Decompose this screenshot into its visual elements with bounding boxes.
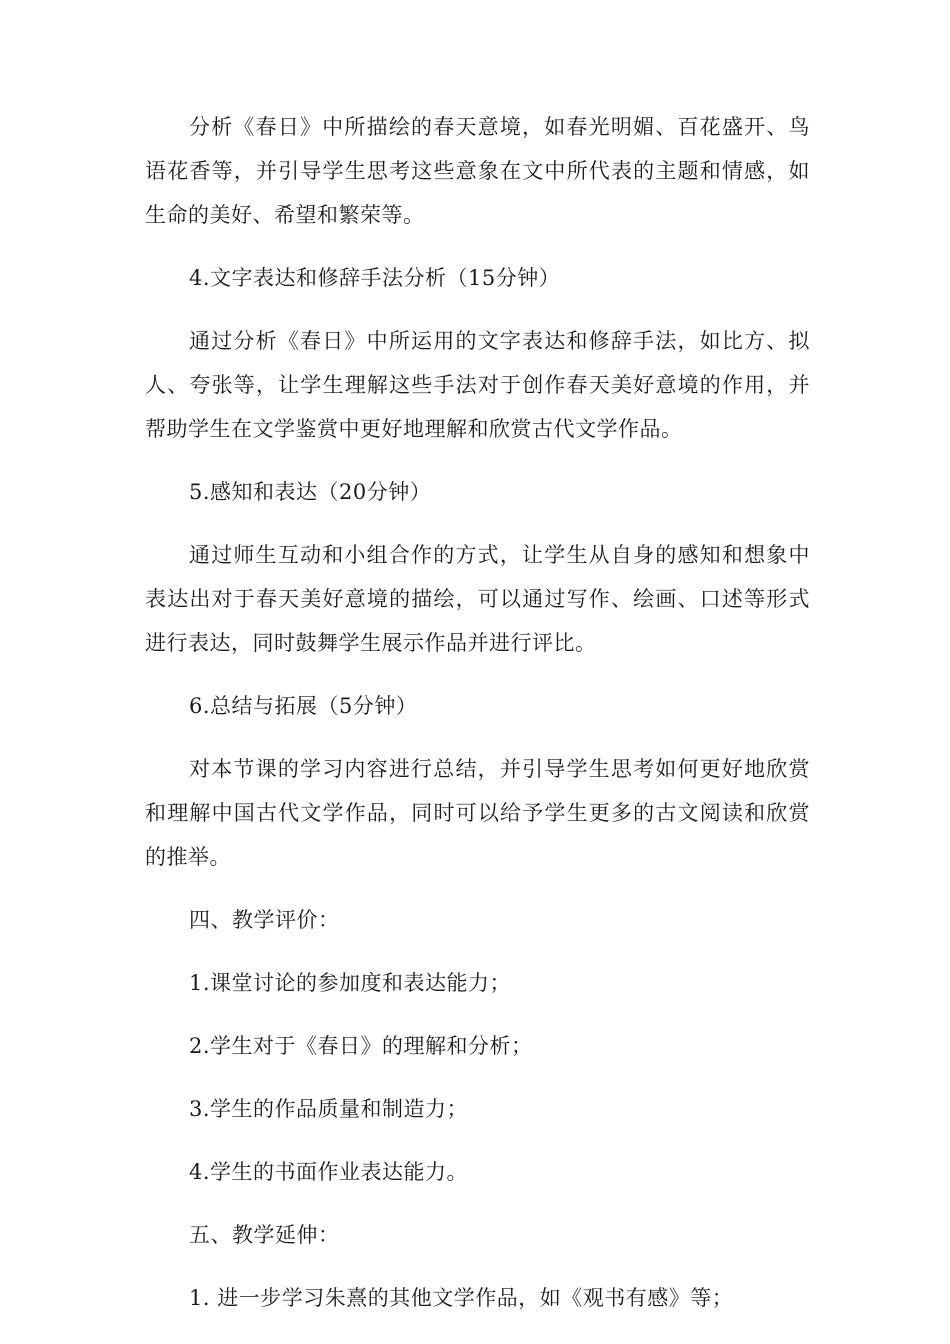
section-heading-rhetoric: 4.文字表达和修辞手法分析（15分钟） [189,266,561,290]
paragraph-summary-extension: 对本节课的学习内容进行总结，并引导学生思考如何更好地欣赏和理解中国古代文学作品，同时可以给予学生更多的古文阅读和欣赏的推举。 [145,757,810,869]
section-heading-evaluation: 四、教学评价： [189,908,340,932]
paragraph-rhetoric-analysis: 通过分析《春日》中所运用的文字表达和修辞手法，如比方、拟人、夸张等，让学生理解这些手法对于创作春天美好意境的作用，并帮助学生在文学鉴赏中更好地理解和欣赏古代文学作品。 [145,329,810,441]
section-heading-summary: 6.总结与拓展（5分钟） [189,694,418,718]
paragraph-analysis-spring-scene: 分析《春日》中所描绘的春天意境，如春光明媚、百花盛开、鸟语花香等，并引导学生思考这些意象在文中所代表的主题和情感，如生命的美好、希望和繁荣等。 [145,115,810,227]
list-item-evaluation-1: 1.课堂讨论的参加度和表达能力； [189,971,512,995]
section-heading-perception: 5.感知和表达（20分钟） [189,480,432,504]
document-page [145,105,810,1339]
list-item-evaluation-2: 2.学生对于《春日》的理解和分析； [189,1034,533,1058]
section-heading-extension: 五、教学延伸： [189,1223,340,1247]
list-item-extension-1: 1. 进一步学习朱熹的其他文学作品，如《观书有感》等； [189,1286,734,1310]
list-item-evaluation-4: 4.学生的书面作业表达能力。 [189,1160,469,1184]
list-item-evaluation-3: 3.学生的作品质量和制造力； [189,1097,469,1121]
paragraph-perception-expression: 通过师生互动和小组合作的方式，让学生从自身的感知和想象中表达出对于春天美好意境的描绘，可以通过写作、绘画、口述等形式进行表达，同时鼓舞学生展示作品并进行评比。 [145,543,810,655]
